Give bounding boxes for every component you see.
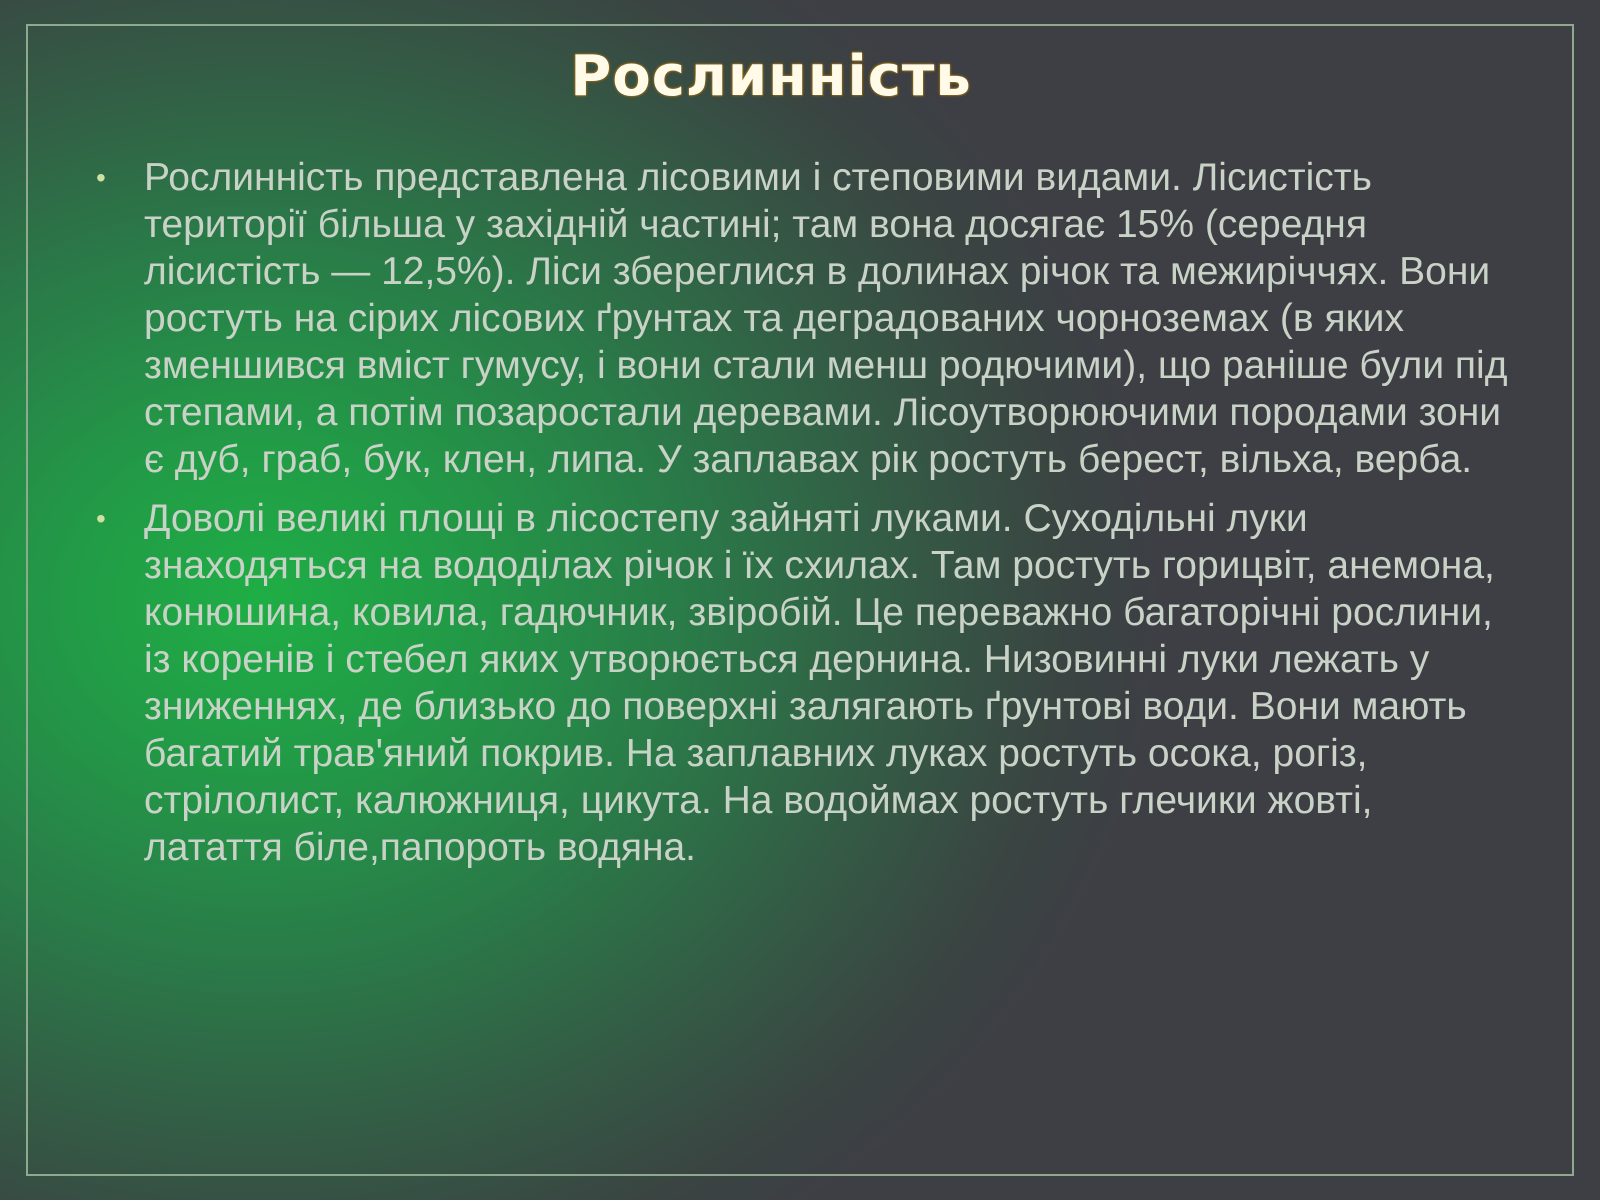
slide-title: Рослинність <box>570 44 972 109</box>
bullet-item-vegetation <box>92 154 1512 483</box>
bullet-text: Доволі великі площі в лісостепу зайняті луками. Суходільні луки знаходяться на вододілах річок і їх схилах. Там ростуть горицвіт, анемона, конюшина, ковила, гадючник, звіробій. Це переважно багаторічні рослини, із коренів і стебел яких утворюється дернина. Низовинні луки лежать у зниженнях, де близько до поверхні залягають ґрунтові води. Вони мають багатий трав'яний покрив. На заплавних луках ростуть осока, рогіз, стрілолист, калюжниця, цикута. На водоймах ростуть глечики жовті, латаття біле,папороть водяна. <box>144 497 1495 869</box>
bullet-dot-icon: • <box>96 162 106 193</box>
bullet-dot-icon: • <box>96 503 106 534</box>
bullet-text: Рослинність представлена лісовими і степовими видами. Лісистість території більша у західній частині; там вона досягає 15% (середня лісистість — 12,5%). Ліси збереглися в долинах річок та межиріччях. Вони ростуть на сірих лісових ґрунтах та деградованих чорноземах (в яких зменшився вміст гумусу, і вони стали менш родючими), що раніше були під степами, а потім позаростали деревами. Лісоутворюючими породами зони є дуб, граб, бук, клен, липа. У заплавах рік ростуть берест, вільха, верба. <box>144 156 1508 481</box>
bullet-list <box>92 154 1512 883</box>
bullet-item-meadows <box>92 495 1512 871</box>
